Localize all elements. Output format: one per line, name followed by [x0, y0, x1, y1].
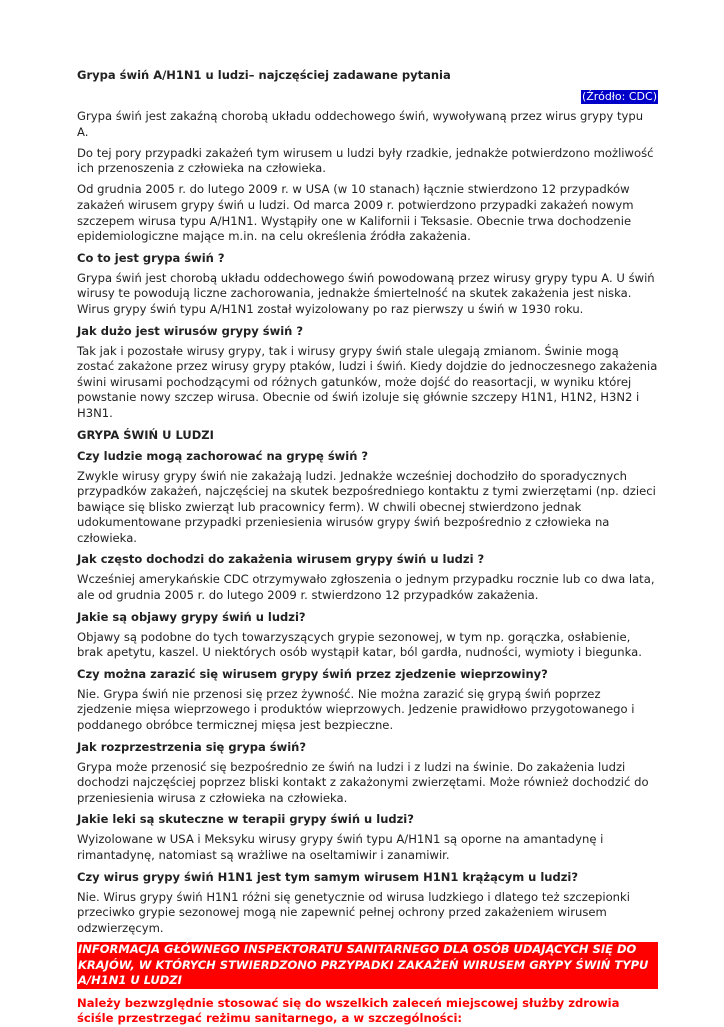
source-row — [77, 88, 658, 104]
source-link[interactable]: (Źródło: CDC) — [581, 90, 657, 103]
section-heading: Jakie leki są skuteczne w terapii grypy świń u ludzi? — [77, 812, 414, 827]
section-heading: Czy można zarazić się wirusem grypy świń przez zjedzenie wieprzowiny? — [77, 666, 548, 681]
body-paragraph: Grypa świń jest zakaźną chorobą układu oddechowego świń, wywoływaną przez wirus grypy typu A. — [77, 109, 644, 139]
section-heading: Co to jest grypa świń ? — [77, 250, 225, 265]
body-paragraph: Tak jak i pozostałe wirusy grypy, tak i wirusy grypy świń stale ulegają zmianom. Świnie mogą zostać zakażone przez wirusy grypy ptaków, ludzi i świń. Kiedy dojdzie do jednoczesnego zakażenia świni wirusami pochodzącymi od różnych gatunków, może dojść do reasortacji, w wyniku której powstanie nowy szczep wirusa. Obecnie od świń izoluje się głównie szczepy H1N1, H1N2, H3N2 i H3N1. — [77, 343, 658, 420]
body-paragraph: Zwykle wirusy grypy świń nie zakażają ludzi. Jednakże wcześniej dochodziło do sporadycznych przypadków zakażeń, najczęściej na skutek bezpośredniego kontaktu z tymi zwierzętami (np. dzieci bawiące się blisko zwierząt lub pracownicy ferm). W chwili obecnej stwierdzono jednak udokumentowane przypadki przeniesienia wirusów grypy świń bezpośrednio z człowieka na człowieka. — [77, 468, 656, 545]
body-paragraph: Grypa świń jest chorobą układu oddechowego świń powodowaną przez wirusy grypy typu A. U świń wirusy te powodują liczne zachorowania, jednakże śmiertelność na skutek zakażenia jest niska. Wirus grypy świń typu A/H1N1 został wyizolowany po raz pierwszy u świń w 1930 roku. — [77, 270, 655, 316]
body-paragraph: Do tej pory przypadki zakażeń tym wirusem u ludzi były rzadkie, jednakże potwierdzono możliwość ich przenoszenia z człowieka na człowieka. — [77, 145, 654, 176]
section-heading: Jak rozprzestrzenia się grypa świń? — [77, 739, 307, 754]
section-heading: Jak często dochodzi do zakażenia wirusem grypy świń u ludzi ? — [77, 552, 485, 567]
body-paragraph: Od grudnia 2005 r. do lutego 2009 r. w USA (w 10 stanach) łącznie stwierdzono 12 przypadków zakażeń wirusem grypy świń u ludzi. Od marca 2009 r. potwierdzono przypadki zakażeń nowym szczepem wirusa typu A/H1N1. Wystąpiły one w Kalifornii i Teksasie. Obecnie trwa dochodzenie epidemiologiczne mające m.in. na celu określenia źródła zakażenia. — [77, 182, 634, 244]
body-paragraph: Grypa może przenosić się bezpośrednio ze świń na ludzi i z ludzi na świnie. Do zakażenia ludzi dochodzi najczęściej poprzez bliski kontakt z zakażonymi zwierzętami. Może również dochodzić do przeniesienia wirusa z człowieka na człowieka. — [77, 759, 649, 805]
section-heading: GRYPA ŚWIŃ U LUDZI — [77, 427, 214, 442]
body-paragraph: Wcześniej amerykańskie CDC otrzymywało zgłoszenia o jednym przypadku rocznie lub co dwa lata, ale od grudnia 2005 r. do lutego 2009 r. stwierdzono 12 przypadków zakażenia. — [77, 572, 655, 603]
red-instruction: Należy bezwzględnie stosować się do wszelkich zaleceń miejscowej służby zdrowia ściśle przestrzegać reżimu sanitarnego, a w szczególności: — [77, 995, 620, 1026]
section-heading: Czy ludzie mogą zachorować na grypę świń ? — [77, 448, 369, 463]
body-paragraph: Wyizolowane w USA i Meksyku wirusy grypy świń typu A/H1N1 są oporne na amantadynę i rimantadynę, natomiast są wrażliwe na oseltamiwir i zanamiwir. — [77, 832, 604, 862]
section-heading: Czy wirus grypy świń H1N1 jest tym samym wirusem H1N1 krążącym u ludzi? — [77, 869, 579, 884]
section-heading: Jakie są objawy grypy świń u ludzi? — [77, 609, 306, 624]
document-title: Grypa świń A/H1N1 u ludzi– najczęściej zadawane pytania — [77, 68, 451, 82]
body-paragraph: Nie. Grypa świń nie przenosi się przez żywność. Nie można zarazić się grypą świń poprzez zjedzenie mięsa wieprzowego i produktów wieprzowych. Jedzenie prawidłowo przygotowanego i poddanego obróbce termicznej mięsa jest bezpieczne. — [77, 686, 635, 733]
section-heading: Jak dużo jest wirusów grypy świń ? — [77, 323, 303, 338]
document-content — [77, 109, 658, 936]
body-paragraph: Objawy są podobne do tych towarzyszących grypie sezonowej, w tym np. gorączka, osłabienie, brak apetytu, kaszel. U niektórych osób wystąpił katar, ból gardła, nudności, wymioty i biegunka. — [77, 629, 642, 660]
body-paragraph: Nie. Wirus grypy świń H1N1 różni się genetycznie od wirusa ludzkiego i dlatego też szczepionki przeciwko grypie sezonowej mogą nie zapewnić pełnej ochrony przed zakażeniem wirusem odzwierzęcym. — [77, 889, 630, 935]
gis-alert-banner: INFORMACJA GŁÓWNEGO INSPEKTORATU SANITARNEGO DLA OSÓB UDAJĄCYCH SIĘ DO KRAJÓW, W KTÓRYCH STWIERDZONO PRZYPADKI ZAKAŻEŃ WIRUSEM GRYPY ŚWIŃ TYPU A/H1N1 U LUDZI — [77, 942, 658, 989]
